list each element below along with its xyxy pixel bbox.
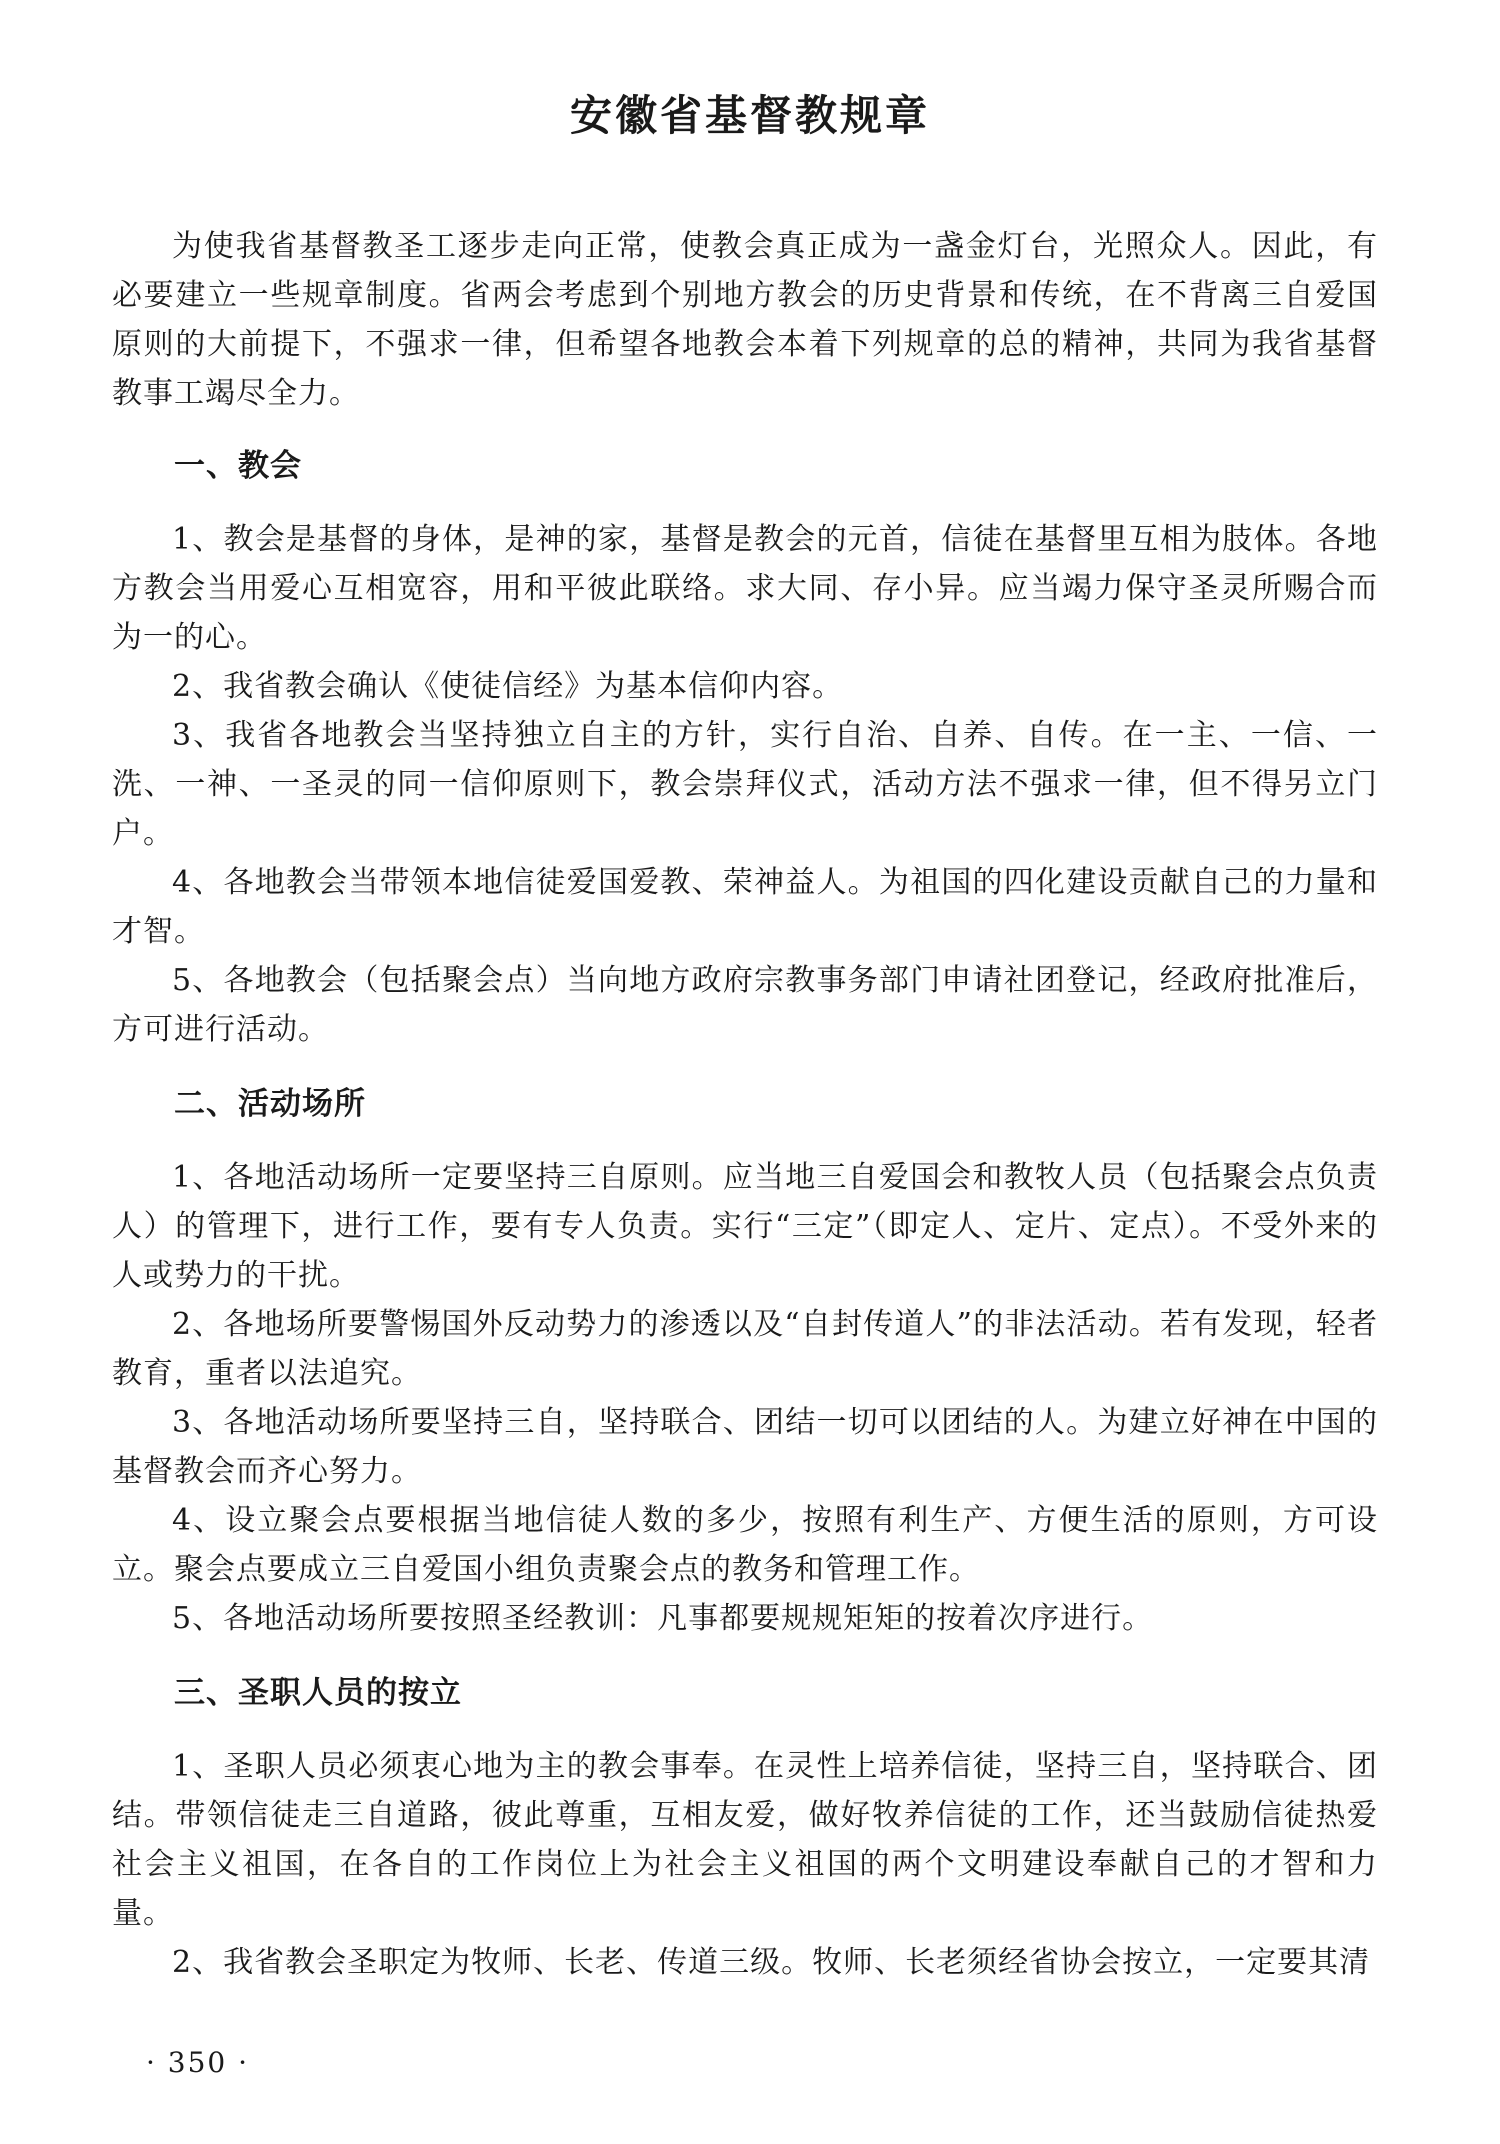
section-paragraph: 3、我省各地教会当坚持独立自主的方针，实行自治、自养、自传。在一主、一信、一洗、一神、一圣灵的同一信仰原则下，教会崇拜仪式，活动方法不强求一律，但不得另立门户。	[112, 718, 1378, 851]
section-heading: 一、教会	[174, 448, 302, 484]
section-paragraph: 2、我省教会确认《使徒信经》为基本信仰内容。	[172, 669, 844, 704]
section-paragraph: 5、各地活动场所要按照圣经教训：凡事都要规规矩矩的按着次序进行。	[172, 1601, 1154, 1636]
section-heading: 三、圣职人员的按立	[174, 1675, 462, 1711]
document-title: 安徽省基督教规章	[569, 91, 930, 140]
section-paragraph: 1、教会是基督的身体，是神的家，基督是教会的元首，信徒在基督里互相为肢体。各地方教会当用爱心互相宽容，用和平彼此联络。求大同、存小异。应当竭力保守圣灵所赐合而为一的心。	[112, 522, 1378, 655]
section-paragraph: 4、各地教会当带领本地信徒爱国爱教、荣神益人。为祖国的四化建设贡献自己的力量和才智。	[112, 865, 1378, 949]
document-body	[112, 222, 1378, 1987]
section-clergy-ordination	[112, 1669, 1378, 1987]
section-paragraph: 2、各地场所要警惕国外反动势力的渗透以及“自封传道人”的非法活动。若有发现，轻者教育，重者以法追究。	[112, 1307, 1378, 1391]
page-number: · 350 ·	[146, 2046, 250, 2079]
section-church	[112, 442, 1378, 1054]
section-paragraph: 1、圣职人员必须衷心地为主的教会事奉。在灵性上培养信徒，坚持三自，坚持联合、团结。带领信徒走三自道路，彼此尊重，互相友爱，做好牧养信徒的工作，还当鼓励信徒热爱社会主义祖国，在各自的工作岗位上为社会主义祖国的两个文明建设奉献自己的才智和力量。	[112, 1749, 1378, 1931]
section-heading: 二、活动场所	[174, 1086, 366, 1122]
section-paragraph: 2、我省教会圣职定为牧师、长老、传道三级。牧师、长老须经省协会按立，一定要其清	[172, 1945, 1371, 1980]
section-paragraph: 1、各地活动场所一定要坚持三自原则。应当地三自爱国会和教牧人员（包括聚会点负责人）的管理下，进行工作，要有专人负责。实行“三定”（即定人、定片、定点）。不受外来的人或势力的干扰。	[112, 1160, 1378, 1293]
section-paragraph: 3、各地活动场所要坚持三自，坚持联合、团结一切可以团结的人。为建立好神在中国的基督教会而齐心努力。	[112, 1405, 1378, 1489]
section-paragraph: 5、各地教会（包括聚会点）当向地方政府宗教事务部门申请社团登记，经政府批准后，方可进行活动。	[112, 963, 1378, 1047]
section-activity-venues	[112, 1080, 1378, 1643]
section-paragraph: 4、设立聚会点要根据当地信徒人数的多少，按照有利生产、方便生活的原则，方可设立。聚会点要成立三自爱国小组负责聚会点的教务和管理工作。	[112, 1503, 1378, 1587]
intro-paragraph: 为使我省基督教圣工逐步走向正常，使教会真正成为一盏金灯台，光照众人。因此，有必要建立一些规章制度。省两会考虑到个别地方教会的历史背景和传统，在不背离三自爱国原则的大前提下，不强求一律，但希望各地教会本着下列规章的总的精神，共同为我省基督教事工竭尽全力。	[112, 229, 1378, 411]
